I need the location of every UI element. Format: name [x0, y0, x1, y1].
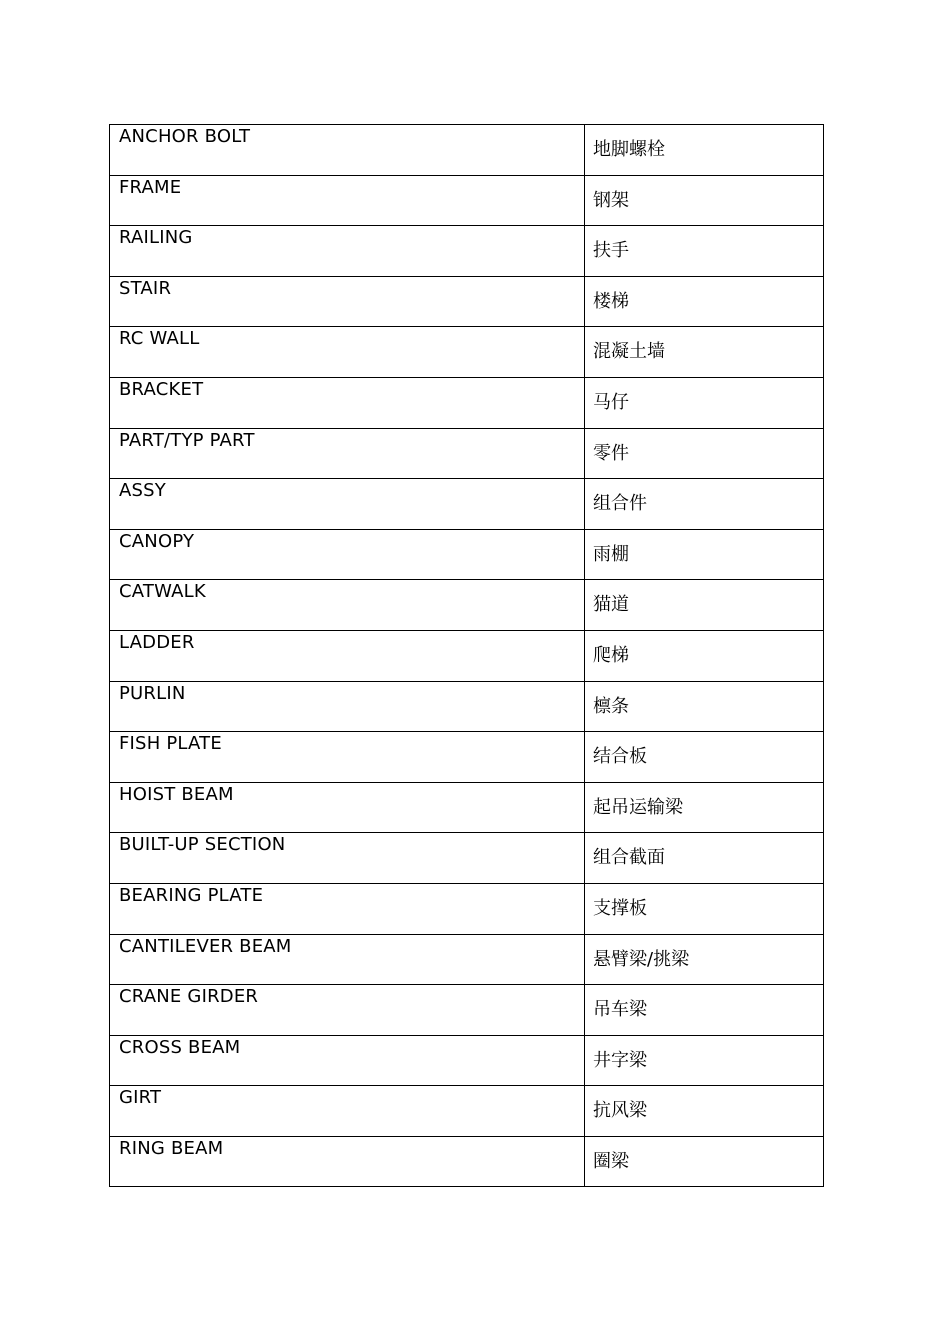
chinese-term-cell — [585, 226, 824, 277]
chinese-term-cell — [585, 934, 824, 985]
chinese-term: 支撑板 — [593, 897, 647, 919]
english-term: ASSY — [119, 480, 166, 502]
english-term-cell — [110, 529, 585, 580]
table-row — [110, 529, 824, 580]
chinese-term-cell — [585, 175, 824, 226]
chinese-term: 楼梯 — [593, 290, 629, 312]
english-term-cell — [110, 377, 585, 428]
english-term: CATWALK — [119, 581, 206, 603]
chinese-term: 抗风梁 — [593, 1100, 647, 1122]
chinese-term: 零件 — [593, 442, 629, 464]
table-row — [110, 125, 824, 176]
chinese-term: 混凝土墙 — [593, 341, 665, 363]
english-term-cell — [110, 1086, 585, 1137]
chinese-term-cell — [585, 327, 824, 378]
english-term: CROSS BEAM — [119, 1036, 241, 1058]
english-term-cell — [110, 782, 585, 833]
chinese-term: 组合件 — [593, 493, 647, 515]
english-term-cell — [110, 125, 585, 176]
table-row — [110, 833, 824, 884]
table-row — [110, 883, 824, 934]
english-term: HOIST BEAM — [119, 783, 234, 805]
chinese-term: 檩条 — [593, 695, 629, 717]
english-term-cell — [110, 985, 585, 1036]
english-term: RING BEAM — [119, 1137, 224, 1159]
chinese-term-cell — [585, 1035, 824, 1086]
english-term-cell — [110, 1136, 585, 1187]
chinese-term-cell — [585, 985, 824, 1036]
english-term-cell — [110, 833, 585, 884]
english-term: BEARING PLATE — [119, 884, 264, 906]
chinese-term-cell — [585, 732, 824, 783]
english-term: CRANE GIRDER — [119, 986, 259, 1008]
chinese-term: 圈梁 — [593, 1150, 629, 1172]
table-row — [110, 580, 824, 631]
table-row — [110, 681, 824, 732]
english-term-cell — [110, 226, 585, 277]
english-term: ANCHOR BOLT — [119, 126, 251, 147]
chinese-term: 猫道 — [593, 594, 629, 616]
table-row — [110, 732, 824, 783]
table-row — [110, 1035, 824, 1086]
english-term: RAILING — [119, 227, 193, 249]
english-term: LADDER — [119, 631, 195, 653]
english-term-cell — [110, 934, 585, 985]
table-row — [110, 1136, 824, 1187]
chinese-term: 马仔 — [593, 391, 629, 413]
chinese-term: 起吊运输梁 — [593, 796, 683, 818]
chinese-term-cell — [585, 681, 824, 732]
table-row — [110, 782, 824, 833]
english-term: PURLIN — [119, 682, 186, 704]
english-term-cell — [110, 175, 585, 226]
english-term-cell — [110, 479, 585, 530]
chinese-term-cell — [585, 1136, 824, 1187]
chinese-term-cell — [585, 276, 824, 327]
table-row — [110, 327, 824, 378]
chinese-term: 井字梁 — [593, 1049, 647, 1071]
english-term: STAIR — [119, 277, 172, 299]
english-term: BUILT-UP SECTION — [119, 834, 286, 856]
chinese-term-cell — [585, 125, 824, 176]
chinese-term-cell — [585, 1086, 824, 1137]
chinese-term: 地脚螺栓 — [593, 139, 665, 160]
chinese-term: 雨棚 — [593, 543, 629, 565]
english-term: CANTILEVER BEAM — [119, 935, 292, 957]
chinese-term-cell — [585, 479, 824, 530]
chinese-term-cell — [585, 883, 824, 934]
english-term-cell — [110, 580, 585, 631]
table-row — [110, 276, 824, 327]
english-term-cell — [110, 327, 585, 378]
table-row — [110, 428, 824, 479]
table-row — [110, 985, 824, 1036]
table-row — [110, 175, 824, 226]
chinese-term: 扶手 — [593, 240, 629, 262]
table-row — [110, 377, 824, 428]
table-row — [110, 479, 824, 530]
table-row — [110, 630, 824, 681]
glossary-table-body — [110, 125, 824, 1187]
english-term: BRACKET — [119, 378, 204, 400]
chinese-term: 悬臂梁/挑梁 — [593, 948, 690, 970]
chinese-term-cell — [585, 630, 824, 681]
english-term-cell — [110, 732, 585, 783]
chinese-term-cell — [585, 428, 824, 479]
english-term: RC WALL — [119, 328, 200, 350]
english-term: PART/TYP PART — [119, 429, 255, 451]
chinese-term: 爬梯 — [593, 644, 629, 666]
chinese-term-cell — [585, 580, 824, 631]
chinese-term-cell — [585, 833, 824, 884]
glossary-table — [109, 124, 824, 1187]
english-term: CANOPY — [119, 530, 195, 552]
english-term-cell — [110, 681, 585, 732]
chinese-term: 结合板 — [593, 746, 647, 768]
chinese-term-cell — [585, 529, 824, 580]
english-term-cell — [110, 276, 585, 327]
english-term-cell — [110, 630, 585, 681]
english-term: FISH PLATE — [119, 733, 222, 755]
english-term-cell — [110, 428, 585, 479]
chinese-term: 钢架 — [593, 189, 629, 211]
table-row — [110, 226, 824, 277]
chinese-term-cell — [585, 782, 824, 833]
english-term-cell — [110, 883, 585, 934]
table-row — [110, 934, 824, 985]
english-term-cell — [110, 1035, 585, 1086]
english-term: FRAME — [119, 176, 182, 198]
chinese-term: 吊车梁 — [593, 999, 647, 1021]
table-row — [110, 1086, 824, 1137]
chinese-term-cell — [585, 377, 824, 428]
chinese-term: 组合截面 — [593, 847, 665, 869]
english-term: GIRT — [119, 1087, 162, 1109]
